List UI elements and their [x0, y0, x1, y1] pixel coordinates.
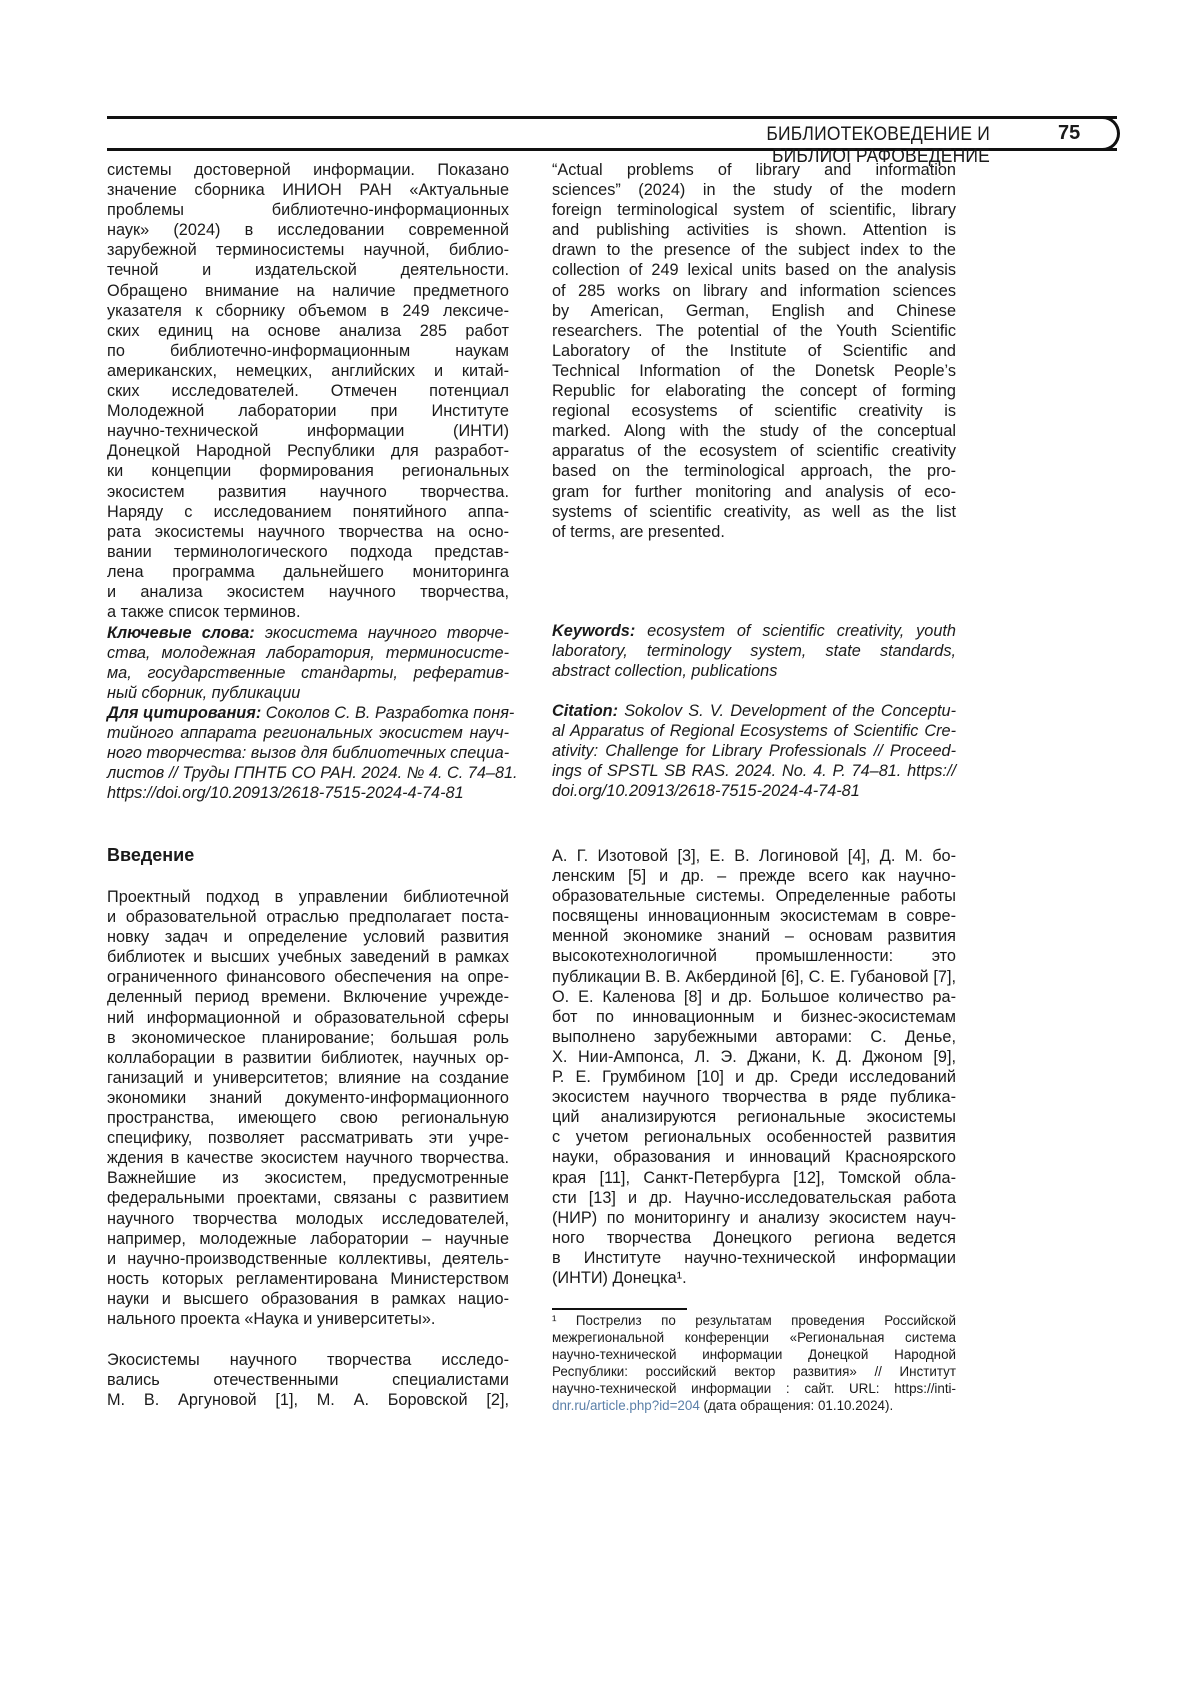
text-line: рата экосистемы научного творчества на осно- [107, 522, 509, 542]
field-text: Sokolov S. V. Development of the Conceptu- [618, 702, 956, 720]
field-text: laboratory, terminology system, state standards, [552, 642, 956, 660]
text-line: Донецкой Народной Республики для разработ- [107, 441, 509, 461]
text-line: научного творчества молодых исследователей, [107, 1209, 509, 1229]
text-line: ограниченного финансового обеспечения на опре- [107, 967, 509, 987]
running-header: БИБЛИОТЕКОВЕДЕНИЕ И БИБЛИОГРАФОВЕДЕНИЕ [576, 124, 990, 168]
text-line: деленный период времени. Включение учрежде- [107, 987, 509, 1007]
field-text: doi.org/10.20913/2618-7515-2024-4-74-81 [552, 782, 860, 800]
text-line: ций анализируются региональные экосистемы [552, 1107, 956, 1127]
text-line: в Институте научно-технической информации [552, 1248, 956, 1268]
text-line: marked. Along with the study of the conceptual [552, 421, 956, 441]
text-line: systems of scientific creativity, as well as the list [552, 502, 956, 522]
text-line: экономики знаний документо-информационного [107, 1088, 509, 1108]
text-line: а также список терминов. [107, 602, 509, 622]
footnote-line: ¹ Пострелиз по результатам проведения Российской [552, 1312, 956, 1329]
text-line: течной и издательской деятельности. [107, 260, 509, 280]
footnote-line: научно-технической информации Донецкой Народной [552, 1346, 956, 1363]
text-line: of terms, are presented. [552, 522, 956, 542]
text-line: collection of 249 lexical units based on the analysis [552, 260, 956, 280]
text-line: например, молодежные лаборатории – научные [107, 1229, 509, 1249]
text-line [107, 683, 509, 703]
text-line: researchers. The potential of the Youth Scientific [552, 321, 956, 341]
text-line: (НИР) по мониторингу и анализу экосистем науч- [552, 1208, 956, 1228]
text-line: ганизаций и университетов; влияние на создание [107, 1068, 509, 1088]
text-line: экосистем развития научного творчества. [107, 482, 509, 502]
journal-page [0, 0, 1200, 1697]
text-line: образовательные системы. Определенные работы [552, 886, 956, 906]
text-line: ских единиц на основе анализа 285 работ [107, 321, 509, 341]
text-line: Republic for elaborating the concept of forming [552, 381, 956, 401]
page-number: 75 [1058, 122, 1080, 145]
footnote-line: научно-технической информации : сайт. URL: https://inti- [552, 1380, 956, 1397]
text-line: Х. Нии-Ампонса, Л. Э. Джани, К. Д. Джоном [9], [552, 1047, 956, 1067]
intro-paragraph-1 [107, 887, 509, 1329]
text-line [552, 661, 956, 681]
text-line [107, 723, 509, 743]
text-line: Technical Information of the Donetsk People’s [552, 361, 956, 381]
text-line: по библиотечно-информационным наукам [107, 341, 509, 361]
text-line [552, 641, 956, 661]
text-line: ного творчества Донецкого региона ведется [552, 1228, 956, 1248]
text-line: нального проекта «Наука и университеты». [107, 1309, 509, 1329]
text-line [552, 761, 956, 781]
text-line: apparatus of the ecosystem of scientific creativity [552, 441, 956, 461]
text-line: О. Е. Каленова [8] и др. Большое количество ра- [552, 987, 956, 1007]
text-line [107, 663, 509, 683]
text-line: проблемы библиотечно-информационных [107, 200, 509, 220]
header-page-tab [1080, 116, 1120, 151]
text-line: ских исследователей. Отмечен потенциал [107, 381, 509, 401]
keywords-ru [107, 623, 509, 703]
field-text: ного творчества: вызов для библиотечных специа- [107, 744, 509, 762]
header-rule-top [107, 116, 1117, 119]
field-text: ства, молодежная лаборатория, терминосисте- [107, 644, 509, 662]
section-heading-introduction: Введение [107, 845, 194, 866]
text-line [552, 781, 956, 801]
text-line [552, 621, 956, 641]
text-line [552, 741, 956, 761]
text-line: и анализа экосистем научного творчества, [107, 582, 509, 602]
text-line: Р. Е. Грумбином [10] и др. Среди исследований [552, 1067, 956, 1087]
text-line: посвящены инновационным экосистемам в совре- [552, 906, 956, 926]
text-line: указателя к сборнику объемом в 249 лексиче- [107, 301, 509, 321]
text-line: foreign terminological system of scientific, library [552, 200, 956, 220]
text-line [107, 703, 509, 723]
field-label: Keywords: [552, 622, 635, 640]
text-line: научно-технической информации (ИНТИ) [107, 421, 509, 441]
citation-en [552, 701, 956, 801]
field-text: листов // Труды ГПНТБ СО РАН. 2024. № 4. С. 74–81. [107, 764, 518, 782]
text-line: based on the terminological approach, the pro- [552, 461, 956, 481]
text-line: американских, немецких, английских и китай- [107, 361, 509, 381]
text-line: с учетом региональных особенностей развития [552, 1127, 956, 1147]
text-line: sciences” (2024) in the study of the modern [552, 180, 956, 200]
text-line: менной экономике знаний – основам развития [552, 926, 956, 946]
text-line: вались отечественными специалистами [107, 1370, 509, 1390]
text-line: края [11], Санкт-Петербурга [12], Томской обла- [552, 1168, 956, 1188]
text-line: федеральными проектами, связаны с развитием [107, 1188, 509, 1208]
abstract-ru [107, 160, 509, 622]
text-line: ждения в качестве экосистем научного творчества. [107, 1148, 509, 1168]
text-line: значение сборника ИНИОН РАН «Актуальные [107, 180, 509, 200]
field-text: ativity: Challenge for Library Professionals // Proceed- [552, 742, 956, 760]
text-line: системы достоверной информации. Показано [107, 160, 509, 180]
footnote-line: межрегиональной конференции «Региональная система [552, 1329, 956, 1346]
text-line: пространства, имеющего свою региональную [107, 1108, 509, 1128]
text-line: gram for further monitoring and analysis of eco- [552, 482, 956, 502]
text-line: ки концепции формирования региональных [107, 461, 509, 481]
field-text: al Apparatus of Regional Ecosystems of Scientific Cre- [552, 722, 956, 740]
text-line: наук» (2024) в исследовании современной [107, 220, 509, 240]
intro-paragraph-right [552, 846, 956, 1288]
text-line: новку задач и определение условий развития [107, 927, 509, 947]
text-line: сти [13] и др. Научно-исследовательская работа [552, 1188, 956, 1208]
text-line [552, 721, 956, 741]
text-line: выполнено зарубежными авторами: С. Денье, [552, 1027, 956, 1047]
text-line: drawn to the presence of the subject index to the [552, 240, 956, 260]
text-line: экосистем научного творчества в ряде публика- [552, 1087, 956, 1107]
text-line [107, 643, 509, 663]
text-line: и научно-производственные коллективы, деятель- [107, 1249, 509, 1269]
text-line: by American, German, English and Chinese [552, 301, 956, 321]
field-text: abstract collection, publications [552, 662, 777, 680]
footnote-rule [552, 1308, 687, 1310]
text-line: Laboratory of the Institute of Scientific and [552, 341, 956, 361]
keywords-en [552, 621, 956, 681]
text-line: of 285 works on library and information sciences [552, 281, 956, 301]
footnote-link[interactable]: dnr.ru/article.php?id=204 [552, 1398, 700, 1413]
text-line: науки, образования и инноваций Красноярского [552, 1147, 956, 1167]
text-line: специфику, позволяет рассматривать эти учре- [107, 1128, 509, 1148]
text-line: науки и высшего образования в рамках нацио- [107, 1289, 509, 1309]
text-line [552, 701, 956, 721]
footnote-line: Республики: российский вектор развития» // Институт [552, 1363, 956, 1380]
footnote: ¹ Пострелиз по результатам проведения Российской межрегиональной конференции «Региональная система научно-технической информации Донецкой Народной Республики: российский вектор развития» // Институт научно-технической информации : сайт. URL: https://inti- dnr.ru/article.php?id=204 (дата обращения: 01.10.2024). [552, 1312, 956, 1414]
text-line: высокотехнологичной промышленности: это [552, 946, 956, 966]
text-line: Проектный подход в управлении библиотечной [107, 887, 509, 907]
field-text: Соколов С. В. Разработка поня- [261, 704, 514, 722]
text-line: в экономическое планирование; большая роль [107, 1028, 509, 1048]
text-line: “Actual problems of library and information [552, 160, 956, 180]
field-label: Citation: [552, 702, 618, 720]
text-line: и образовательной отраслью предполагает поста- [107, 907, 509, 927]
text-line [107, 743, 509, 763]
text-line: regional ecosystems of scientific creativity is [552, 401, 956, 421]
text-line: Обращено внимание на наличие предметного [107, 281, 509, 301]
text-line: коллаборации в развитии библиотек, научных ор- [107, 1048, 509, 1068]
text-line: М. В. Аргуновой [1], М. А. Боровской [2], [107, 1390, 509, 1410]
field-label: Ключевые слова: [107, 624, 255, 642]
text-line: Молодежной лаборатории при Институте [107, 401, 509, 421]
text-line: бот по инновационным и бизнес-экосистемам [552, 1007, 956, 1027]
text-line [107, 783, 509, 803]
text-line [107, 763, 509, 783]
text-line: Наряду с исследованием понятийного аппа- [107, 502, 509, 522]
field-text: экосистема научного творче- [255, 624, 509, 642]
text-line: and publishing activities is shown. Attention is [552, 220, 956, 240]
text-line: Экосистемы научного творчества исследо- [107, 1350, 509, 1370]
citation-ru [107, 703, 509, 803]
field-label: Для цитирования: [107, 704, 261, 722]
text-line: Важнейшие из экосистем, предусмотренные [107, 1168, 509, 1188]
field-text: тийного аппарата региональных экосистем науч- [107, 724, 509, 742]
abstract-en [552, 160, 956, 542]
text-line: А. Г. Изотовой [3], Е. В. Логиновой [4], Д. М. бо- [552, 846, 956, 866]
field-text: ма, государственные стандарты, рефератив- [107, 664, 509, 682]
text-line: ний информационной и образовательной сферы [107, 1008, 509, 1028]
field-text: https://doi.org/10.20913/2618-7515-2024-4-74-81 [107, 784, 464, 802]
text-line: вании терминологического подхода представ- [107, 542, 509, 562]
text-line: публикации В. В. Акбердиной [6], С. Е. Губановой [7], [552, 967, 956, 987]
text-line: (ИНТИ) Донецка¹. [552, 1268, 956, 1288]
field-text: ings of SPSTL SB RAS. 2024. No. 4. P. 74–81. https:// [552, 762, 956, 780]
text-line: ленским [5] и др. – прежде всего как научно- [552, 866, 956, 886]
text-line [107, 623, 509, 643]
field-text: ный сборник, публикации [107, 684, 300, 702]
field-text: ecosystem of scientific creativity, youth [635, 622, 956, 640]
text-line: зарубежной терминосистемы научной, библио- [107, 240, 509, 260]
intro-paragraph-2 [107, 1350, 509, 1410]
text-line: библиотек и высших учебных заведений в рамках [107, 947, 509, 967]
text-line: ность которых регламентирована Министерством [107, 1269, 509, 1289]
text-line: лена программа дальнейшего мониторинга [107, 562, 509, 582]
